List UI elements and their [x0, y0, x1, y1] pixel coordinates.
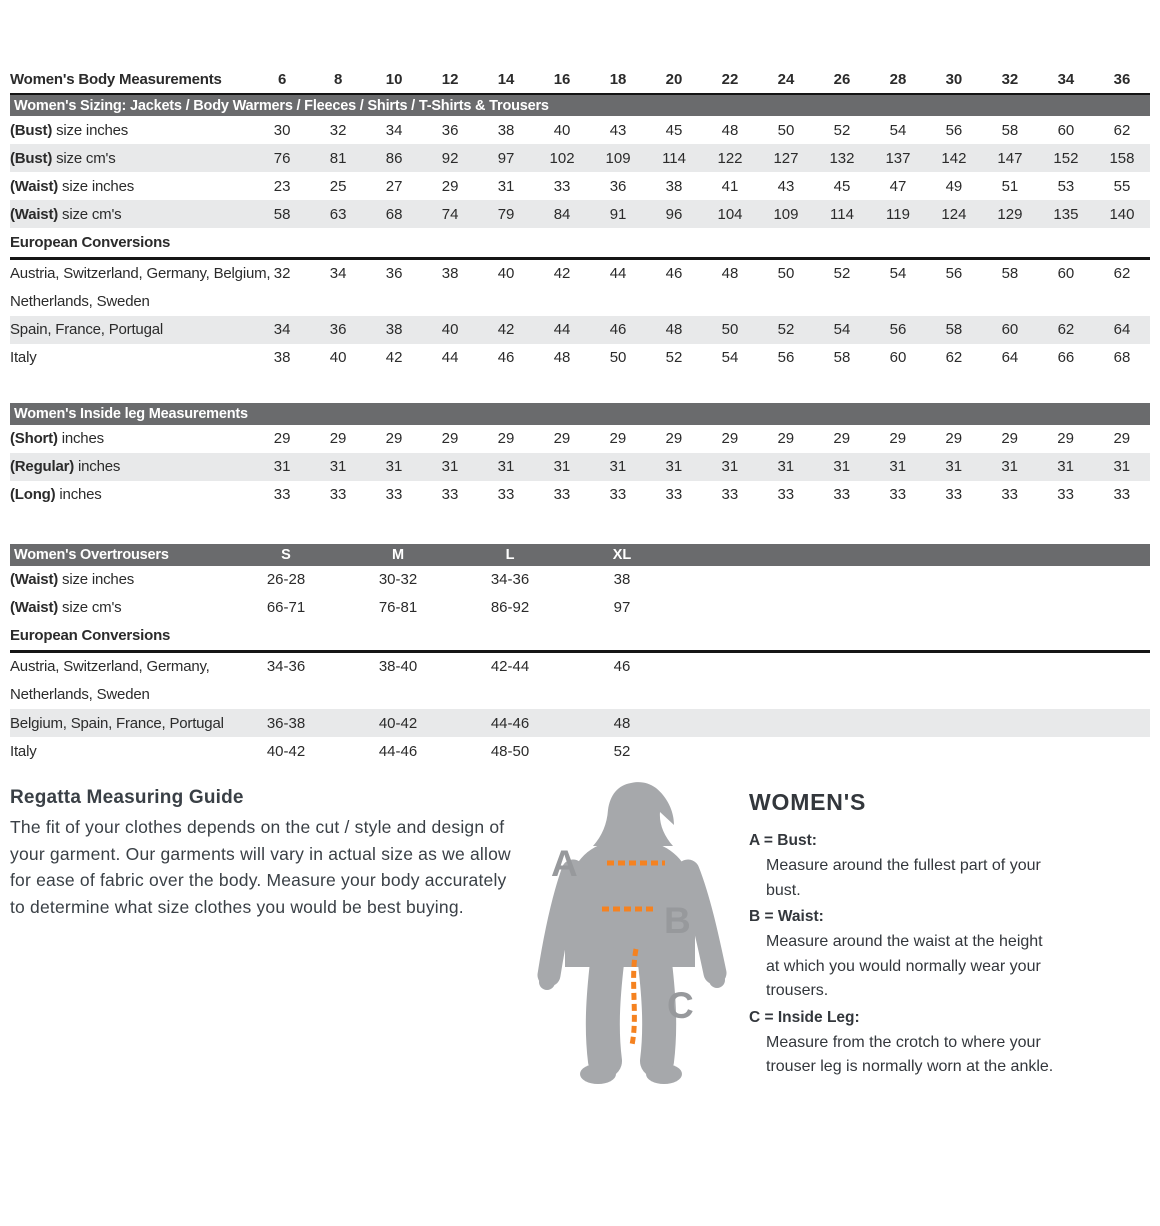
- value-cell: 34: [329, 264, 347, 282]
- value-cell: 119: [870, 200, 926, 228]
- value-cell: 29: [889, 430, 907, 447]
- value-cell: 152: [1038, 144, 1094, 172]
- value-cell: 62: [1113, 121, 1131, 139]
- sizing-band-label: Women's Sizing: Jackets / Body Warmers / Fleeces / Shirts / T-Shirts & Trousers: [10, 94, 1150, 116]
- value-cell: 52: [665, 349, 683, 366]
- value-cell: 31: [646, 453, 702, 481]
- value-cell: 74: [422, 200, 478, 228]
- value-cell: 97: [613, 599, 631, 616]
- value-cell: 46: [613, 658, 631, 675]
- measurements-header-row: [10, 66, 1150, 94]
- value-cell: 48: [721, 121, 739, 139]
- definition-term-bust: A = Bust:: [749, 832, 817, 849]
- table-row: [10, 566, 1150, 594]
- size-cell: 28: [870, 66, 926, 94]
- table-row: [10, 116, 1150, 144]
- value-cell: 29: [665, 430, 683, 447]
- value-cell: 33: [1001, 486, 1019, 503]
- value-cell: 50: [609, 349, 627, 366]
- value-cell: 43: [609, 121, 627, 139]
- value-cell: 31: [982, 453, 1038, 481]
- value-cell: 36: [310, 316, 366, 344]
- value-cell: 58: [926, 316, 982, 344]
- value-cell: 31: [702, 453, 758, 481]
- value-cell: 29: [777, 430, 795, 447]
- value-cell: 29: [945, 430, 963, 447]
- value-cell: 50: [777, 121, 795, 139]
- value-cell: 31: [590, 453, 646, 481]
- row-label: Belgium, Spain, France, Portugal: [10, 709, 230, 737]
- value-cell: 33: [1113, 486, 1131, 503]
- measuring-guide-title: Regatta Measuring Guide: [10, 787, 244, 808]
- value-cell: 52: [833, 121, 851, 139]
- value-cell: 33: [1057, 486, 1074, 503]
- row-label: Italy: [10, 349, 37, 366]
- definition-desc-waist: Measure around the waist at the height at which you would normally wear your trousers.: [766, 933, 1043, 999]
- overtrousers-band-label: Women's Overtrousers: [10, 544, 230, 566]
- row-label: Italy: [10, 742, 37, 760]
- size-cell: 6: [254, 66, 310, 94]
- table-row: [10, 172, 1150, 200]
- table-row: [10, 144, 1150, 172]
- value-cell: 58: [1001, 264, 1019, 282]
- measuring-guide: [10, 787, 515, 920]
- value-cell: 42: [553, 264, 571, 282]
- value-cell: 33: [833, 486, 851, 503]
- value-cell: 23: [273, 177, 291, 195]
- row-label: Spain, France, Portugal: [10, 316, 254, 344]
- row-label: Austria, Switzerland, Germany, Belgium, Netherlands, Sweden: [10, 264, 271, 310]
- value-cell: 54: [814, 316, 870, 344]
- body-silhouette-illustration: [525, 777, 737, 1095]
- value-cell: 33: [889, 486, 907, 503]
- value-cell: 147: [982, 144, 1038, 172]
- value-cell: 45: [665, 121, 683, 139]
- table-row: [10, 737, 1150, 765]
- value-cell: 60: [1057, 121, 1075, 139]
- value-cell: 36-38: [230, 709, 342, 737]
- inside-leg-band-label: Women's Inside leg Measurements: [10, 403, 1150, 425]
- value-cell: 58: [833, 349, 851, 366]
- value-cell: 81: [310, 144, 366, 172]
- value-cell: 137: [870, 144, 926, 172]
- value-cell: 56: [777, 349, 795, 366]
- value-cell: 62: [1038, 316, 1094, 344]
- value-cell: 33: [777, 486, 795, 503]
- label-b-waist: B: [664, 900, 691, 941]
- value-cell: 29: [441, 177, 459, 195]
- value-cell: 29: [497, 430, 515, 447]
- value-cell: 52: [613, 742, 631, 760]
- value-cell: 31: [1094, 453, 1150, 481]
- value-cell: 64: [1094, 316, 1150, 344]
- table-row: [10, 344, 1150, 372]
- size-cell: L: [454, 544, 566, 566]
- value-cell: 42: [385, 349, 403, 366]
- value-cell: 52: [758, 316, 814, 344]
- value-cell: 60: [1057, 264, 1075, 282]
- value-cell: 51: [1001, 177, 1019, 195]
- overtrousers-table: [10, 544, 1150, 766]
- value-cell: 68: [366, 200, 422, 228]
- value-cell: 31: [814, 453, 870, 481]
- value-cell: 29: [833, 430, 851, 447]
- definition-list: [749, 832, 1149, 1080]
- value-cell: 124: [926, 200, 982, 228]
- value-cell: 109: [590, 144, 646, 172]
- row-label: (Short) inches: [10, 430, 104, 447]
- value-cell: 42-44: [490, 658, 530, 675]
- value-cell: 92: [422, 144, 478, 172]
- value-cell: 38: [366, 316, 422, 344]
- row-label: (Long) inches: [10, 486, 102, 503]
- value-cell: 29: [721, 430, 739, 447]
- value-cell: 142: [926, 144, 982, 172]
- table-row: [10, 594, 1150, 622]
- overtrousers-band: [10, 544, 1150, 566]
- value-cell: 40-42: [266, 742, 306, 760]
- value-cell: 38: [441, 264, 459, 282]
- value-cell: 29: [385, 430, 403, 447]
- value-cell: 66: [1057, 349, 1075, 366]
- value-cell: 29: [441, 430, 459, 447]
- value-cell: 58: [1001, 121, 1019, 139]
- table-row: [10, 481, 1150, 509]
- value-cell: 60: [889, 349, 907, 366]
- value-cell: 44-46: [378, 742, 418, 760]
- sizing-chart-page: [0, 66, 1160, 1100]
- table-row: [10, 453, 1150, 481]
- value-cell: 66-71: [266, 599, 306, 616]
- size-cell: 18: [590, 66, 646, 94]
- value-cell: 109: [758, 200, 814, 228]
- value-cell: 127: [758, 144, 814, 172]
- value-cell: 50: [777, 264, 795, 282]
- row-label: (Bust) size inches: [10, 121, 129, 139]
- value-cell: 44: [441, 349, 459, 366]
- value-cell: 60: [982, 316, 1038, 344]
- row-label: (Waist) size inches: [10, 177, 135, 195]
- filler-cell: [678, 594, 1150, 622]
- measurements-header-label: Women's Body Measurements: [10, 66, 254, 94]
- table-row: [10, 258, 1150, 316]
- value-cell: 44: [534, 316, 590, 344]
- value-cell: 54: [889, 264, 907, 282]
- value-cell: 84: [534, 200, 590, 228]
- value-cell: 55: [1113, 177, 1131, 195]
- value-cell: 31: [478, 453, 534, 481]
- value-cell: 38-40: [378, 658, 418, 675]
- measurement-figure: [525, 777, 737, 1100]
- value-cell: 62: [945, 349, 963, 366]
- size-cell: 34: [1038, 66, 1094, 94]
- value-cell: 46: [665, 264, 683, 282]
- value-cell: 33: [721, 486, 739, 503]
- value-cell: 25: [329, 177, 347, 195]
- value-cell: 33: [441, 486, 459, 503]
- value-cell: 158: [1094, 144, 1150, 172]
- row-label: (Bust) size cm's: [10, 144, 254, 172]
- value-cell: 33: [553, 486, 571, 503]
- measuring-guide-body: The fit of your clothes depends on the cut / style and design of your garment. Our garments will vary in actual size as we allow for ease of fabric over the body. Measure your body accurately to determine what size clothes you would be best buying.: [10, 817, 511, 917]
- value-cell: 31: [254, 453, 310, 481]
- value-cell: 38: [273, 349, 291, 366]
- filler-cell: [678, 737, 1150, 765]
- value-cell: 52: [833, 264, 851, 282]
- value-cell: 34-36: [266, 658, 306, 675]
- size-cell: 32: [982, 66, 1038, 94]
- value-cell: 48: [553, 349, 571, 366]
- value-cell: 31: [534, 453, 590, 481]
- value-cell: 49: [945, 177, 963, 195]
- size-cell: 12: [422, 66, 478, 94]
- filler-cell: [678, 566, 1150, 594]
- value-cell: 40: [329, 349, 347, 366]
- size-cell: M: [342, 544, 454, 566]
- value-cell: 31: [497, 177, 515, 195]
- value-cell: 40-42: [342, 709, 454, 737]
- value-cell: 86-92: [490, 599, 530, 616]
- overtrousers-euro-rows: [10, 652, 1150, 766]
- euro-conversions-header: European Conversions: [10, 228, 1150, 258]
- value-cell: 33: [385, 486, 403, 503]
- value-cell: 29: [273, 430, 291, 447]
- value-cell: 29: [609, 430, 627, 447]
- euro-conversion-rows: [10, 258, 1150, 372]
- value-cell: 30: [273, 121, 291, 139]
- value-cell: 36: [609, 177, 627, 195]
- value-cell: 36: [441, 121, 459, 139]
- value-cell: 140: [1094, 200, 1150, 228]
- value-cell: 33: [273, 486, 291, 503]
- size-cell: 20: [646, 66, 702, 94]
- value-cell: 48: [566, 709, 678, 737]
- value-cell: 48: [721, 264, 739, 282]
- size-cell: 36: [1094, 66, 1150, 94]
- sizing-rows: [10, 116, 1150, 228]
- value-cell: 27: [385, 177, 403, 195]
- value-cell: 29: [1001, 430, 1019, 447]
- filler-cell: [678, 652, 1150, 710]
- definition-term-waist: B = Waist:: [749, 908, 824, 925]
- value-cell: 58: [254, 200, 310, 228]
- table-row: [10, 425, 1150, 453]
- value-cell: 33: [497, 486, 515, 503]
- value-cell: 30-32: [378, 571, 418, 588]
- value-cell: 68: [1113, 349, 1131, 366]
- inside-leg-table: [10, 403, 1150, 509]
- value-cell: 102: [534, 144, 590, 172]
- overtrousers-euro-header: European Conversions: [10, 622, 1150, 652]
- table-row: [10, 652, 1150, 710]
- value-cell: 41: [721, 177, 739, 195]
- value-cell: 56: [945, 264, 963, 282]
- size-cell: 22: [702, 66, 758, 94]
- value-cell: 64: [1001, 349, 1019, 366]
- size-cell: 10: [366, 66, 422, 94]
- value-cell: 31: [870, 453, 926, 481]
- value-cell: 38: [665, 177, 683, 195]
- value-cell: 33: [609, 486, 627, 503]
- value-cell: 40: [497, 264, 515, 282]
- label-c-inside-leg: C: [667, 985, 694, 1026]
- size-cell: 24: [758, 66, 814, 94]
- size-cell: 30: [926, 66, 982, 94]
- overtrousers-rows: [10, 566, 1150, 622]
- filler-cell: [678, 544, 1150, 566]
- value-cell: 53: [1057, 177, 1075, 195]
- value-cell: 62: [1113, 264, 1131, 282]
- value-cell: 54: [889, 121, 907, 139]
- inside-leg-rows: [10, 425, 1150, 509]
- value-cell: 33: [553, 177, 571, 195]
- value-cell: 91: [590, 200, 646, 228]
- table-row: [10, 200, 1150, 228]
- value-cell: 96: [646, 200, 702, 228]
- value-cell: 114: [646, 144, 702, 172]
- inside-leg-measure-line: [632, 949, 636, 1045]
- row-label: (Waist) size cm's: [10, 599, 122, 616]
- value-cell: 32: [273, 264, 291, 282]
- size-cell: 26: [814, 66, 870, 94]
- value-cell: 76: [254, 144, 310, 172]
- value-cell: 129: [982, 200, 1038, 228]
- value-cell: 86: [366, 144, 422, 172]
- value-cell: 48: [646, 316, 702, 344]
- value-cell: 63: [310, 200, 366, 228]
- value-cell: 122: [702, 144, 758, 172]
- value-cell: 50: [702, 316, 758, 344]
- value-cell: 31: [310, 453, 366, 481]
- value-cell: 104: [702, 200, 758, 228]
- womens-title: WOMEN'S: [749, 789, 867, 815]
- inside-leg-band: [10, 403, 1150, 425]
- value-cell: 56: [945, 121, 963, 139]
- definition-term-inside-leg: C = Inside Leg:: [749, 1008, 860, 1026]
- value-cell: 135: [1038, 200, 1094, 228]
- value-cell: 34-36: [490, 571, 530, 588]
- filler-cell: [678, 709, 1150, 737]
- value-cell: 29: [1113, 430, 1131, 447]
- value-cell: 44-46: [454, 709, 566, 737]
- value-cell: 114: [814, 200, 870, 228]
- label-a-bust: A: [551, 843, 578, 884]
- value-cell: 33: [945, 486, 963, 503]
- value-cell: 38: [613, 571, 631, 588]
- value-cell: 31: [758, 453, 814, 481]
- body-measurements-table: [10, 66, 1150, 372]
- size-cell: S: [230, 544, 342, 566]
- row-label: (Waist) size inches: [10, 571, 135, 588]
- table-row: [10, 316, 1150, 344]
- value-cell: 56: [870, 316, 926, 344]
- value-cell: 32: [329, 121, 347, 139]
- value-cell: 45: [833, 177, 851, 195]
- size-cell: XL: [566, 544, 678, 566]
- row-label: Austria, Switzerland, Germany, Netherlands, Sweden: [10, 658, 210, 703]
- definition-desc-inside-leg: Measure from the crotch to where your trouser leg is normally worn at the ankle.: [766, 1033, 1054, 1075]
- value-cell: 79: [478, 200, 534, 228]
- value-cell: 34: [254, 316, 310, 344]
- value-cell: 47: [889, 177, 907, 195]
- value-cell: 38: [497, 121, 515, 139]
- size-cell: 16: [534, 66, 590, 94]
- row-label: (Waist) size cm's: [10, 200, 254, 228]
- value-cell: 31: [926, 453, 982, 481]
- value-cell: 29: [329, 430, 347, 447]
- value-cell: 29: [1057, 430, 1074, 447]
- value-cell: 26-28: [266, 571, 306, 588]
- value-cell: 54: [721, 349, 739, 366]
- value-cell: 34: [385, 121, 403, 139]
- value-cell: 40: [553, 121, 571, 139]
- value-cell: 43: [777, 177, 795, 195]
- size-cell: 8: [310, 66, 366, 94]
- value-cell: 31: [366, 453, 422, 481]
- value-cell: 40: [422, 316, 478, 344]
- value-cell: 36: [385, 264, 403, 282]
- value-cell: 33: [329, 486, 347, 503]
- value-cell: 33: [665, 486, 683, 503]
- measuring-guide-section: [10, 787, 1150, 1100]
- row-label: (Regular) inches: [10, 453, 254, 481]
- value-cell: 44: [609, 264, 627, 282]
- value-cell: 42: [478, 316, 534, 344]
- table-row: [10, 709, 1150, 737]
- sizing-band: [10, 94, 1150, 116]
- value-cell: 29: [553, 430, 571, 447]
- definition-desc-bust: Measure around the fullest part of your bust.: [766, 857, 1041, 899]
- womens-definitions: [749, 787, 1149, 1083]
- value-cell: 76-81: [378, 599, 418, 616]
- value-cell: 132: [814, 144, 870, 172]
- value-cell: 48-50: [490, 742, 530, 760]
- value-cell: 46: [497, 349, 515, 366]
- value-cell: 46: [590, 316, 646, 344]
- size-cell: 14: [478, 66, 534, 94]
- value-cell: 97: [478, 144, 534, 172]
- value-cell: 31: [422, 453, 478, 481]
- value-cell: 31: [1038, 453, 1094, 481]
